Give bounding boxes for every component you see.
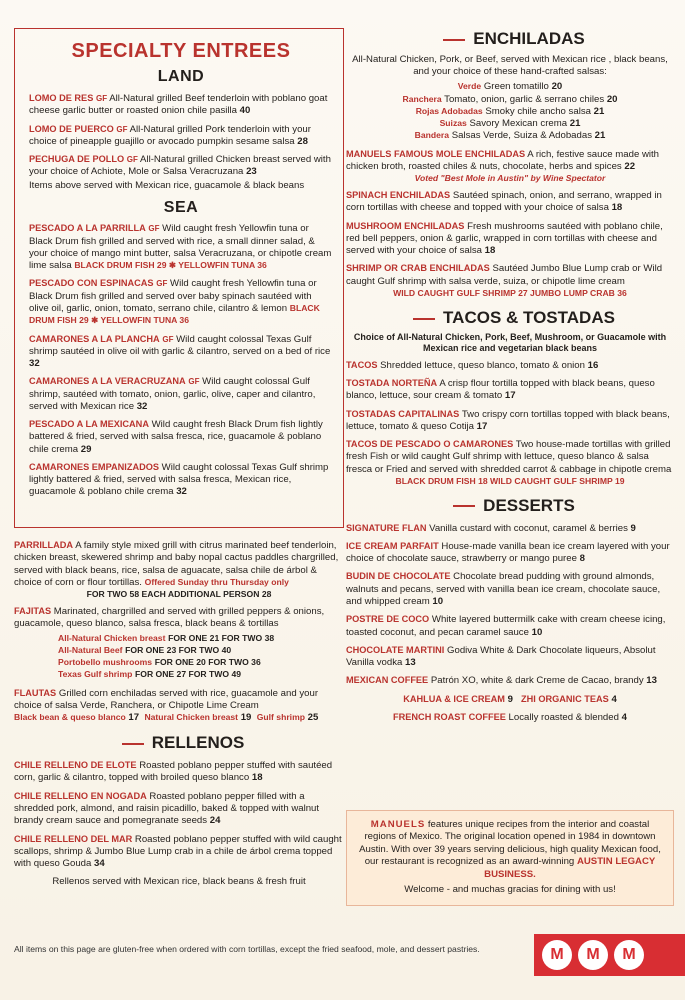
- rellenos-heading: [14, 732, 344, 754]
- item-price: 9: [507, 693, 513, 705]
- fajita-row: [58, 669, 344, 681]
- item-desc: Roasted poblano pepper filled with a shredded pork, almond, and raisin picadillo, baked & topped with walnut brandy cream sauce and pomegranate seeds: [14, 790, 320, 827]
- item-desc: Roasted poblano pepper stuffed with wild caught scallops, shrimp & Jumbo Blue Lump crab in a chile de árbol crema topped with queso Gouda: [14, 833, 342, 870]
- divider: [453, 505, 475, 507]
- item-price: 18: [611, 202, 623, 214]
- item-options: BLACK DRUM FISH 29 ✱ YELLOWFIN TUNA 36: [74, 260, 267, 271]
- enchiladas-intro: All-Natural Chicken, Pork, or Beef, served with Mexican rice , black beans, and your choice of these hand-crafted salsas:: [352, 53, 668, 78]
- menu-item: [14, 791, 344, 828]
- item-options: BLACK DRUM FISH 18 WILD CAUGHT GULF SHRIMP 19: [395, 475, 625, 486]
- item-price: 32: [136, 400, 148, 412]
- fajitas-options: [14, 633, 344, 682]
- desserts-heading: [346, 495, 674, 517]
- item-name: CAMARONES EMPANIZADOS: [29, 461, 159, 472]
- item-desc: House-made vanilla bean ice cream layered with your choice of chocolate sauce, strawberry or mango puree: [346, 540, 670, 565]
- menu-item: [346, 221, 674, 258]
- salsa-row: [346, 130, 674, 142]
- manuels-logo-icon: M: [542, 940, 572, 970]
- enchiladas-heading: [346, 28, 674, 50]
- item-name: MEXICAN COFFEE: [346, 675, 429, 686]
- salsa-name: Verde: [457, 81, 482, 92]
- welcome-text: Welcome - and muchas gracias for dining with us!: [404, 884, 616, 896]
- about-box: [346, 810, 674, 906]
- option-price: 25: [307, 712, 319, 724]
- item-price: 22: [624, 160, 636, 172]
- item-desc: Marinated, chargrilled and served with grilled peppers & onions, guacamole, queso blanco, salsa fresca, black beans & tortillas: [14, 606, 325, 630]
- option-label: All-Natural Chicken breast: [58, 632, 166, 643]
- option-price: FOR ONE 27 FOR TWO 49: [135, 669, 242, 680]
- item-desc: Shredded lettuce, queso blanco, tomato & onion: [380, 359, 585, 371]
- item-name: CAMARONES A LA VERACRUZANA: [29, 376, 186, 387]
- rellenos-note: Rellenos served with Mexican rice, black beans & fresh fruit: [52, 876, 306, 888]
- item-desc: Godiva White & Dark Chocolate liqueurs, Absolut Vanilla vodka: [346, 644, 656, 669]
- brand-name: MANUELS: [370, 819, 426, 830]
- salsa-name: Ranchera: [402, 93, 442, 104]
- option-label: All-Natural Beef: [58, 644, 123, 655]
- item-price: 13: [646, 675, 657, 687]
- gf-badge: GF: [162, 334, 174, 344]
- specialty-title: SPECIALTY ENTREES: [71, 40, 291, 62]
- item-desc: Wild caught fresh Yellowfin tuna or Black Drum fish grilled and served over baby spinach sautéed with olive oil, garlic, onion, tomato, serrano chile, cilantro & lemon: [29, 278, 317, 314]
- item-price: 28: [297, 135, 308, 147]
- menu-item: [346, 360, 674, 372]
- item-name: TACOS DE PESCADO O CAMARONES: [346, 439, 514, 450]
- item-name: PECHUGA DE POLLO: [29, 154, 125, 165]
- salsa-price: 21: [594, 130, 606, 142]
- divider: [443, 39, 465, 41]
- menu-item: [346, 190, 674, 215]
- item-price: 10: [432, 595, 444, 607]
- menu-item: [346, 571, 674, 608]
- option-price: 19: [240, 712, 252, 724]
- item-name: KAHLUA & ICE CREAM: [403, 693, 505, 704]
- salsa-desc: Savory Mexican crema: [469, 118, 568, 130]
- item-price: 29: [80, 443, 92, 455]
- item-name: TOSTADAS CAPITALINAS: [346, 408, 460, 419]
- award-tag: Voted "Best Mole in Austin" by Wine Spectator: [414, 173, 606, 184]
- menu-item: [346, 645, 674, 670]
- item-desc: All-Natural grilled Pork tenderloin with your choice of pineapple guajillo or avocado pumpkin sesame salsa: [29, 123, 311, 147]
- item-name: PESCADO CON ESPINACAS: [29, 278, 154, 289]
- salsa-row: [346, 81, 674, 93]
- item-price: FOR TWO 58 EACH ADDITIONAL PERSON 28: [86, 589, 272, 600]
- menu-item: [346, 378, 674, 403]
- flautas-options: [14, 712, 344, 724]
- item-name: BUDIN DE CHOCOLATE: [346, 571, 451, 582]
- item-name: LOMO DE PUERCO: [29, 123, 114, 134]
- item-name: CHILE RELLENO DEL MAR: [14, 833, 133, 844]
- menu-item: [346, 614, 674, 639]
- flautas-item: [14, 688, 344, 725]
- item-name: FRENCH ROAST COFFEE: [393, 711, 506, 722]
- salsa-list: [346, 81, 674, 142]
- gf-badge: GF: [188, 377, 200, 387]
- item-price: 16: [587, 359, 599, 371]
- item-price: 10: [531, 626, 543, 638]
- fajitas-item: [14, 606, 344, 682]
- item-price: 18: [484, 245, 496, 257]
- item-price: 4: [621, 711, 627, 723]
- option-price: 17: [128, 712, 140, 724]
- fajita-row: [58, 645, 344, 657]
- item-desc: Wild caught colossal Texas Gulf shrimp lightly battered & fried, served with salsa fresca, Mexican rice, guacamole & poblano chile crema: [29, 461, 329, 498]
- about-text: features unique recipes from the interior and coastal regions of Mexico. The original location opened in 1984 in downtown Austin. With over 39 years serving delicious, high quality Mexican food, our restaurant is recognized as an award-winning: [359, 819, 661, 868]
- item-name: CHILE RELLENO DE ELOTE: [14, 760, 137, 771]
- menu-item: [346, 712, 674, 724]
- salsa-desc: Smoky chile ancho salsa: [485, 105, 591, 117]
- item-price: 4: [611, 693, 617, 705]
- menu-item: [29, 93, 333, 118]
- item-desc: Patrón XO, white & dark Creme de Cacao, brandy: [430, 675, 644, 687]
- item-name: CHILE RELLENO EN NOGADA: [14, 790, 147, 801]
- item-name: SPINACH ENCHILADAS: [346, 190, 451, 201]
- item-name: TACOS: [346, 359, 378, 370]
- option-price: FOR ONE 20 FOR TWO 36: [154, 657, 261, 668]
- menu-item: [346, 149, 674, 185]
- salsa-row: [346, 106, 674, 118]
- item-desc: Roasted poblano pepper stuffed with sautéed corn, garlic & cilantro, topped with broiled queso blanco: [14, 760, 333, 784]
- option-label: Natural Chicken breast: [144, 712, 239, 723]
- item-desc: Vanilla custard with coconut, caramel & berries: [429, 522, 628, 534]
- salsa-row: [346, 118, 674, 130]
- land-note: Items above served with Mexican rice, guacamole & black beans: [29, 179, 305, 191]
- item-desc: White layered buttermilk cake with cream cheese icing, toasted coconut, and pecan caramel sauce: [346, 614, 666, 638]
- gf-badge: GF: [156, 279, 168, 289]
- menu-item: [346, 263, 674, 299]
- tacos-intro: Choice of All-Natural Chicken, Pork, Beef, Mushroom, or Guacamole with Mexican rice and vegetarian black beans: [353, 331, 667, 354]
- item-desc: Two house-made tortillas with grilled fresh Fish or wild caught Gulf shrimp with lettuce, queso blanco & salsa fresca or Fried and served with shredded carrot & cabbage in chipotle crema: [346, 439, 672, 475]
- salsa-desc: Green tomatillo: [483, 81, 549, 93]
- item-price: 8: [579, 553, 585, 565]
- manuels-logo-icon: M: [614, 940, 644, 970]
- item-desc: Fresh mushrooms sautéed with poblano chile, red bell peppers, onion & garlic, wrapped in corn tortillas with cheese and served with your choice of salsa: [346, 220, 663, 257]
- item-name: PESCADO A LA MEXICANA: [29, 419, 149, 430]
- legacy-badge: AUSTIN LEGACY BUSINESS.: [484, 856, 656, 880]
- salsa-name: Rojas Adobadas: [415, 105, 483, 116]
- item-desc: Two crispy corn tortillas topped with black beans, lettuce, tomato & queso Cotija: [346, 408, 670, 432]
- option-label: Texas Gulf shrimp: [58, 669, 133, 680]
- specialty-entrees-box: [14, 28, 344, 528]
- left-lower: [14, 540, 344, 889]
- menu-item: [29, 278, 333, 327]
- menu-item: [346, 523, 674, 535]
- item-name: PESCADO A LA PARRILLA: [29, 223, 146, 234]
- item-options: BLACK DRUM FISH 29 ✱ YELLOWFIN TUNA 36: [29, 302, 320, 326]
- menu-item: [29, 334, 333, 371]
- parrillada-item: [14, 540, 344, 600]
- salsa-price: 21: [593, 105, 605, 117]
- item-price: 34: [94, 858, 105, 870]
- item-name: SHRIMP OR CRAB ENCHILADAS: [346, 263, 490, 274]
- option-price: FOR ONE 21 FOR TWO 38: [168, 632, 275, 643]
- footer-note: All items on this page are gluten-free when ordered with corn tortillas, except the fried seafood, mole, and dessert pastries.: [14, 944, 480, 954]
- item-desc: Sautéed spinach, onion, and serrano, wrapped in corn tortillas with cheese and topped with your choice of salsa: [346, 190, 662, 214]
- fajita-row: [58, 657, 344, 669]
- item-options: WILD CAUGHT GULF SHRIMP 27 JUMBO LUMP CRAB 36: [393, 288, 627, 298]
- section-title: RELLENOS: [151, 733, 245, 753]
- item-name: LOMO DE RES: [29, 93, 94, 104]
- item-price: 32: [176, 486, 187, 498]
- offer-note: Offered Sunday thru Thursday only: [144, 576, 289, 587]
- item-price: 9: [630, 522, 636, 534]
- item-desc: Wild caught colossal Texas Gulf shrimp sautéed in olive oil with garlic & cilantro, served on a bed of rice: [29, 333, 331, 357]
- item-desc: Wild caught fresh Black Drum fish lightly battered & fried, served with salsa fresca, rice, guacamole & poblano chile crema: [29, 419, 323, 455]
- menu-item: [14, 760, 344, 785]
- item-desc: A family style mixed grill with citrus marinated beef tenderloin, chicken breast, skewered shrimp and baby nopal cactus paddles chargrilled, served with black beans, rice, salsa de aguacate, salsa chile de árbol & choice of corn or flour tortillas.: [14, 540, 339, 588]
- item-price: 24: [209, 815, 221, 827]
- item-name: CHOCOLATE MARTINI: [346, 644, 445, 655]
- item-name: TOSTADA NORTEÑA: [346, 378, 438, 389]
- sea-title: SEA: [163, 198, 199, 216]
- logo-strip: [534, 934, 685, 976]
- menu-item: [346, 541, 674, 566]
- menu-item: [29, 223, 333, 272]
- item-price: 32: [29, 358, 40, 370]
- item-price: 23: [246, 166, 257, 178]
- item-name: POSTRE DE COCO: [346, 614, 430, 625]
- menu-item: [29, 376, 333, 413]
- salsa-name: Bandera: [414, 130, 450, 141]
- item-name: ZHI ORGANIC TEAS: [520, 693, 609, 704]
- land-title: LAND: [157, 67, 205, 85]
- item-desc: All-Natural grilled Beef tenderloin with poblano goat cheese garlic butter or roasted onion chile pasilla: [29, 93, 328, 117]
- menu-item: [346, 409, 674, 434]
- option-label: Portobello mushrooms: [58, 657, 153, 668]
- item-name: FLAUTAS: [14, 687, 57, 698]
- item-price: 40: [239, 105, 251, 117]
- item-desc: Sautéed Jumbo Blue Lump crab or Wild caught Gulf shrimp with salsa verde, suiza, or chipotle lime cream: [346, 263, 663, 287]
- menu-item: [29, 124, 333, 149]
- manuels-logo-icon: M: [578, 940, 608, 970]
- salsa-price: 20: [551, 81, 563, 93]
- item-price: 17: [504, 390, 516, 402]
- item-desc: A rich, festive sauce made with chicken broth, roasted chiles & nuts, chocolate, herbs and spices: [346, 148, 660, 172]
- tacos-heading: [346, 307, 674, 329]
- item-name: MANUELS FAMOUS MOLE ENCHILADAS: [346, 148, 526, 159]
- option-label: Gulf shrimp: [256, 712, 305, 723]
- menu-item: [29, 462, 333, 499]
- menu-item: [346, 439, 674, 487]
- menu-item: [29, 419, 333, 456]
- gf-badge: GF: [148, 224, 160, 234]
- item-name: PARRILLADA: [14, 540, 74, 550]
- menu-item: [346, 675, 674, 687]
- salsa-price: 20: [606, 93, 618, 105]
- item-price: 13: [405, 657, 416, 669]
- item-desc: All-Natural grilled Chicken breast served with your choice of Achiote, Mole or Salsa Veracruzana: [29, 154, 331, 178]
- salsa-desc: Tomato, onion, garlic & serrano chiles: [444, 93, 605, 105]
- item-name: SIGNATURE FLAN: [346, 522, 427, 533]
- menu-item: [14, 834, 344, 871]
- right-column: [346, 28, 674, 730]
- gf-badge: GF: [96, 94, 108, 104]
- salsa-desc: Salsas Verde, Suiza & Adobadas: [451, 130, 592, 142]
- item-name: ICE CREAM PARFAIT: [346, 540, 439, 551]
- item-desc: Wild caught colossal Gulf shrimp, sautéed with tomato, onion, garlic, olive, caper and cilantro, served with Mexican rice: [29, 376, 316, 412]
- option-label: Black bean & queso blanco: [14, 712, 126, 723]
- option-price: FOR ONE 23 FOR TWO 40: [125, 644, 232, 655]
- fajita-row: [58, 633, 344, 645]
- gf-badge: GF: [116, 124, 128, 134]
- item-desc: Chocolate bread pudding with ground almonds, walnuts and pecans, served with vanilla bean ice cream, chocolate sauce, and whipped cream: [346, 571, 661, 607]
- item-name: CAMARONES A LA PLANCHA: [29, 333, 160, 344]
- drinks-row: [346, 694, 674, 706]
- item-desc: A crisp flour tortilla topped with black beans, queso blanco, lettuce, sour cream & tomato: [346, 378, 655, 402]
- item-desc: Wild caught fresh Yellowfin tuna or Black Drum fish grilled and served with rice, a small dinner salad, & your choice of mango mint butter, salsa Veracruzana, or chipotle cream lime salsa: [29, 223, 332, 272]
- item-price: 18: [251, 772, 263, 784]
- item-desc: Locally roasted & blended: [508, 711, 619, 723]
- item-name: FAJITAS: [14, 606, 52, 617]
- gf-badge: GF: [126, 155, 138, 165]
- salsa-price: 21: [569, 118, 581, 130]
- divider: [413, 318, 435, 320]
- item-name: MUSHROOM ENCHILADAS: [346, 220, 465, 231]
- salsa-row: [346, 94, 674, 106]
- section-title: TACOS & TOSTADAS: [443, 308, 615, 327]
- section-title: DESSERTS: [483, 495, 575, 515]
- item-desc: Grilled corn enchiladas served with rice, guacamole and your choice of salsa Verde, Ranchera, or Chipotle Lime Cream: [14, 687, 319, 711]
- section-title: ENCHILADAS: [473, 29, 585, 48]
- divider: [122, 743, 144, 745]
- menu-item: [29, 154, 333, 179]
- salsa-name: Suizas: [439, 118, 467, 129]
- item-price: 17: [476, 420, 488, 432]
